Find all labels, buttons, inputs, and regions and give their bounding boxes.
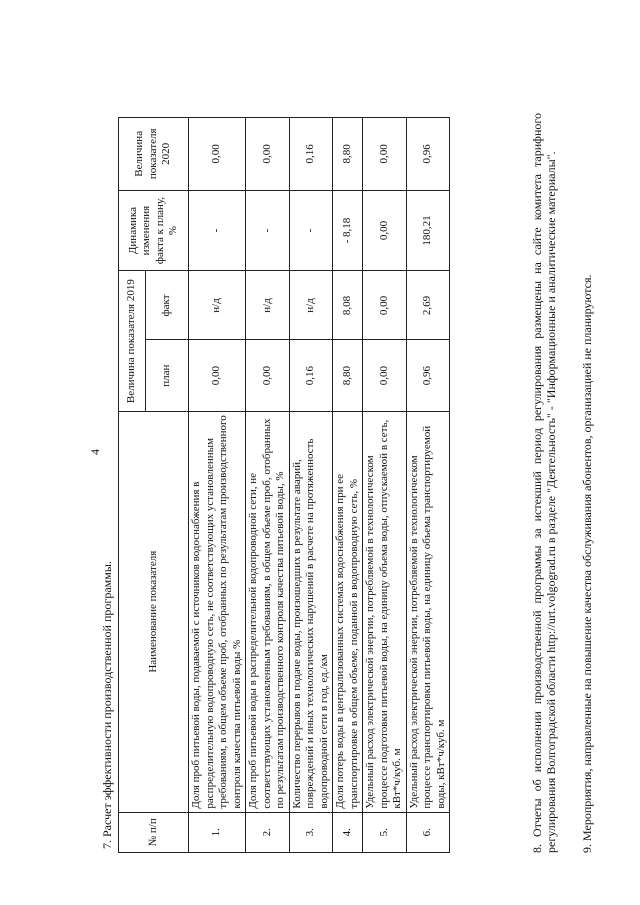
indicator-name: Удельный расход электрической энергии, потребляемой в технологическом процессе транспортировки питьевой воды, на единицу объема транспортируемой воды, кВт*ч/куб. м	[406, 411, 450, 812]
header-name: Наименование показателя	[119, 411, 189, 812]
value-2020: 0,00	[189, 118, 246, 191]
dynamics-value: 180,21	[406, 190, 450, 271]
row-number: 3.	[289, 812, 333, 852]
plan-value: 0,96	[406, 340, 450, 411]
value-2020: 0,00	[246, 118, 290, 191]
table-row	[406, 118, 450, 853]
indicator-name: Доля проб питьевой воды, подаваемой с источников водоснабжения в распределительную водопроводную сеть, не соответствующих установленным требованиям, в общем объеме проб, отобранных по результатам производственного контроля качества питьевой воды %	[189, 411, 246, 812]
table-row	[189, 118, 246, 853]
fact-value: 0,00	[363, 271, 407, 340]
plan-value: 0,00	[189, 340, 246, 411]
fact-value: н/д	[289, 271, 333, 340]
table-row	[289, 118, 333, 853]
note-9-measures: 9. Мероприятия, направленные на повышение качества обслуживания абонентов, организацией не планируются.	[580, 274, 594, 853]
section-title: 7. Расчет эффективности производственной программы.	[100, 561, 114, 849]
plan-value: 0,00	[246, 340, 290, 411]
header-num: № п/п	[119, 812, 189, 852]
plan-value: 0,00	[363, 340, 407, 411]
value-2020: 0,16	[289, 118, 333, 191]
dynamics-value: - 8,18	[333, 190, 363, 271]
row-number: 1.	[189, 812, 246, 852]
row-number: 6.	[406, 812, 450, 852]
note-8-reports: 8. Отчеты об исполнении производственной программы за истекший период регулирования размещены на сайте комитета тарифного регулирования Волгоградской области http://urt.volgograd.ru в разделе "Деятельность" - "Информационные и аналитические материалы".	[530, 113, 558, 853]
row-number: 5.	[363, 812, 407, 852]
table-row	[246, 118, 290, 853]
fact-value: н/д	[246, 271, 290, 340]
fact-value: 8,08	[333, 271, 363, 340]
dynamics-value: -	[289, 190, 333, 271]
header-value-2019: Величина показателя 2019	[119, 271, 146, 411]
value-2020: 0,96	[406, 118, 450, 191]
header-dynamics: Динамика изменения факта к плану, %	[119, 190, 189, 271]
indicator-name: Количество перерывов в подаче воды, произошедших в результате аварий, повреждений и иных технологических нарушений в расчете на протяженность водопроводной сети в год, ед./км	[289, 411, 333, 812]
efficiency-table	[118, 117, 450, 853]
table-row	[363, 118, 407, 853]
indicator-name: Удельный расход электрической энергии, потребляемой в технологическом процессе подготовки питьевой воды, на единицу объема воды, отпускаемой в сеть, кВт*ч/куб. м	[363, 411, 407, 812]
dynamics-value: -	[189, 190, 246, 271]
value-2020: 0,00	[363, 118, 407, 191]
indicator-name: Доля потерь воды в централизованных системах водоснабжения при ее транспортировке в общем объеме, поданной в водопроводную сеть, %	[333, 411, 363, 812]
row-number: 2.	[246, 812, 290, 852]
table-row	[333, 118, 363, 853]
fact-value: 2,69	[406, 271, 450, 340]
document-page	[40, 37, 600, 867]
header-plan: план	[146, 340, 189, 411]
header-fact: факт	[146, 271, 189, 340]
row-number: 4.	[333, 812, 363, 852]
plan-value: 0,16	[289, 340, 333, 411]
plan-value: 8,80	[333, 340, 363, 411]
header-value-2020: Величина показателя 2020	[119, 118, 189, 191]
dynamics-value: -	[246, 190, 290, 271]
fact-value: н/д	[189, 271, 246, 340]
page-number: 4	[88, 449, 102, 455]
indicator-name: Доля проб питьевой воды в распределительной водопроводной сети, не соответствующих установленным требованиям, в общем объеме проб, отобранных по результатам производственного контроля качества питьевой воды, %	[246, 411, 290, 812]
dynamics-value: 0,00	[363, 190, 407, 271]
value-2020: 8,80	[333, 118, 363, 191]
